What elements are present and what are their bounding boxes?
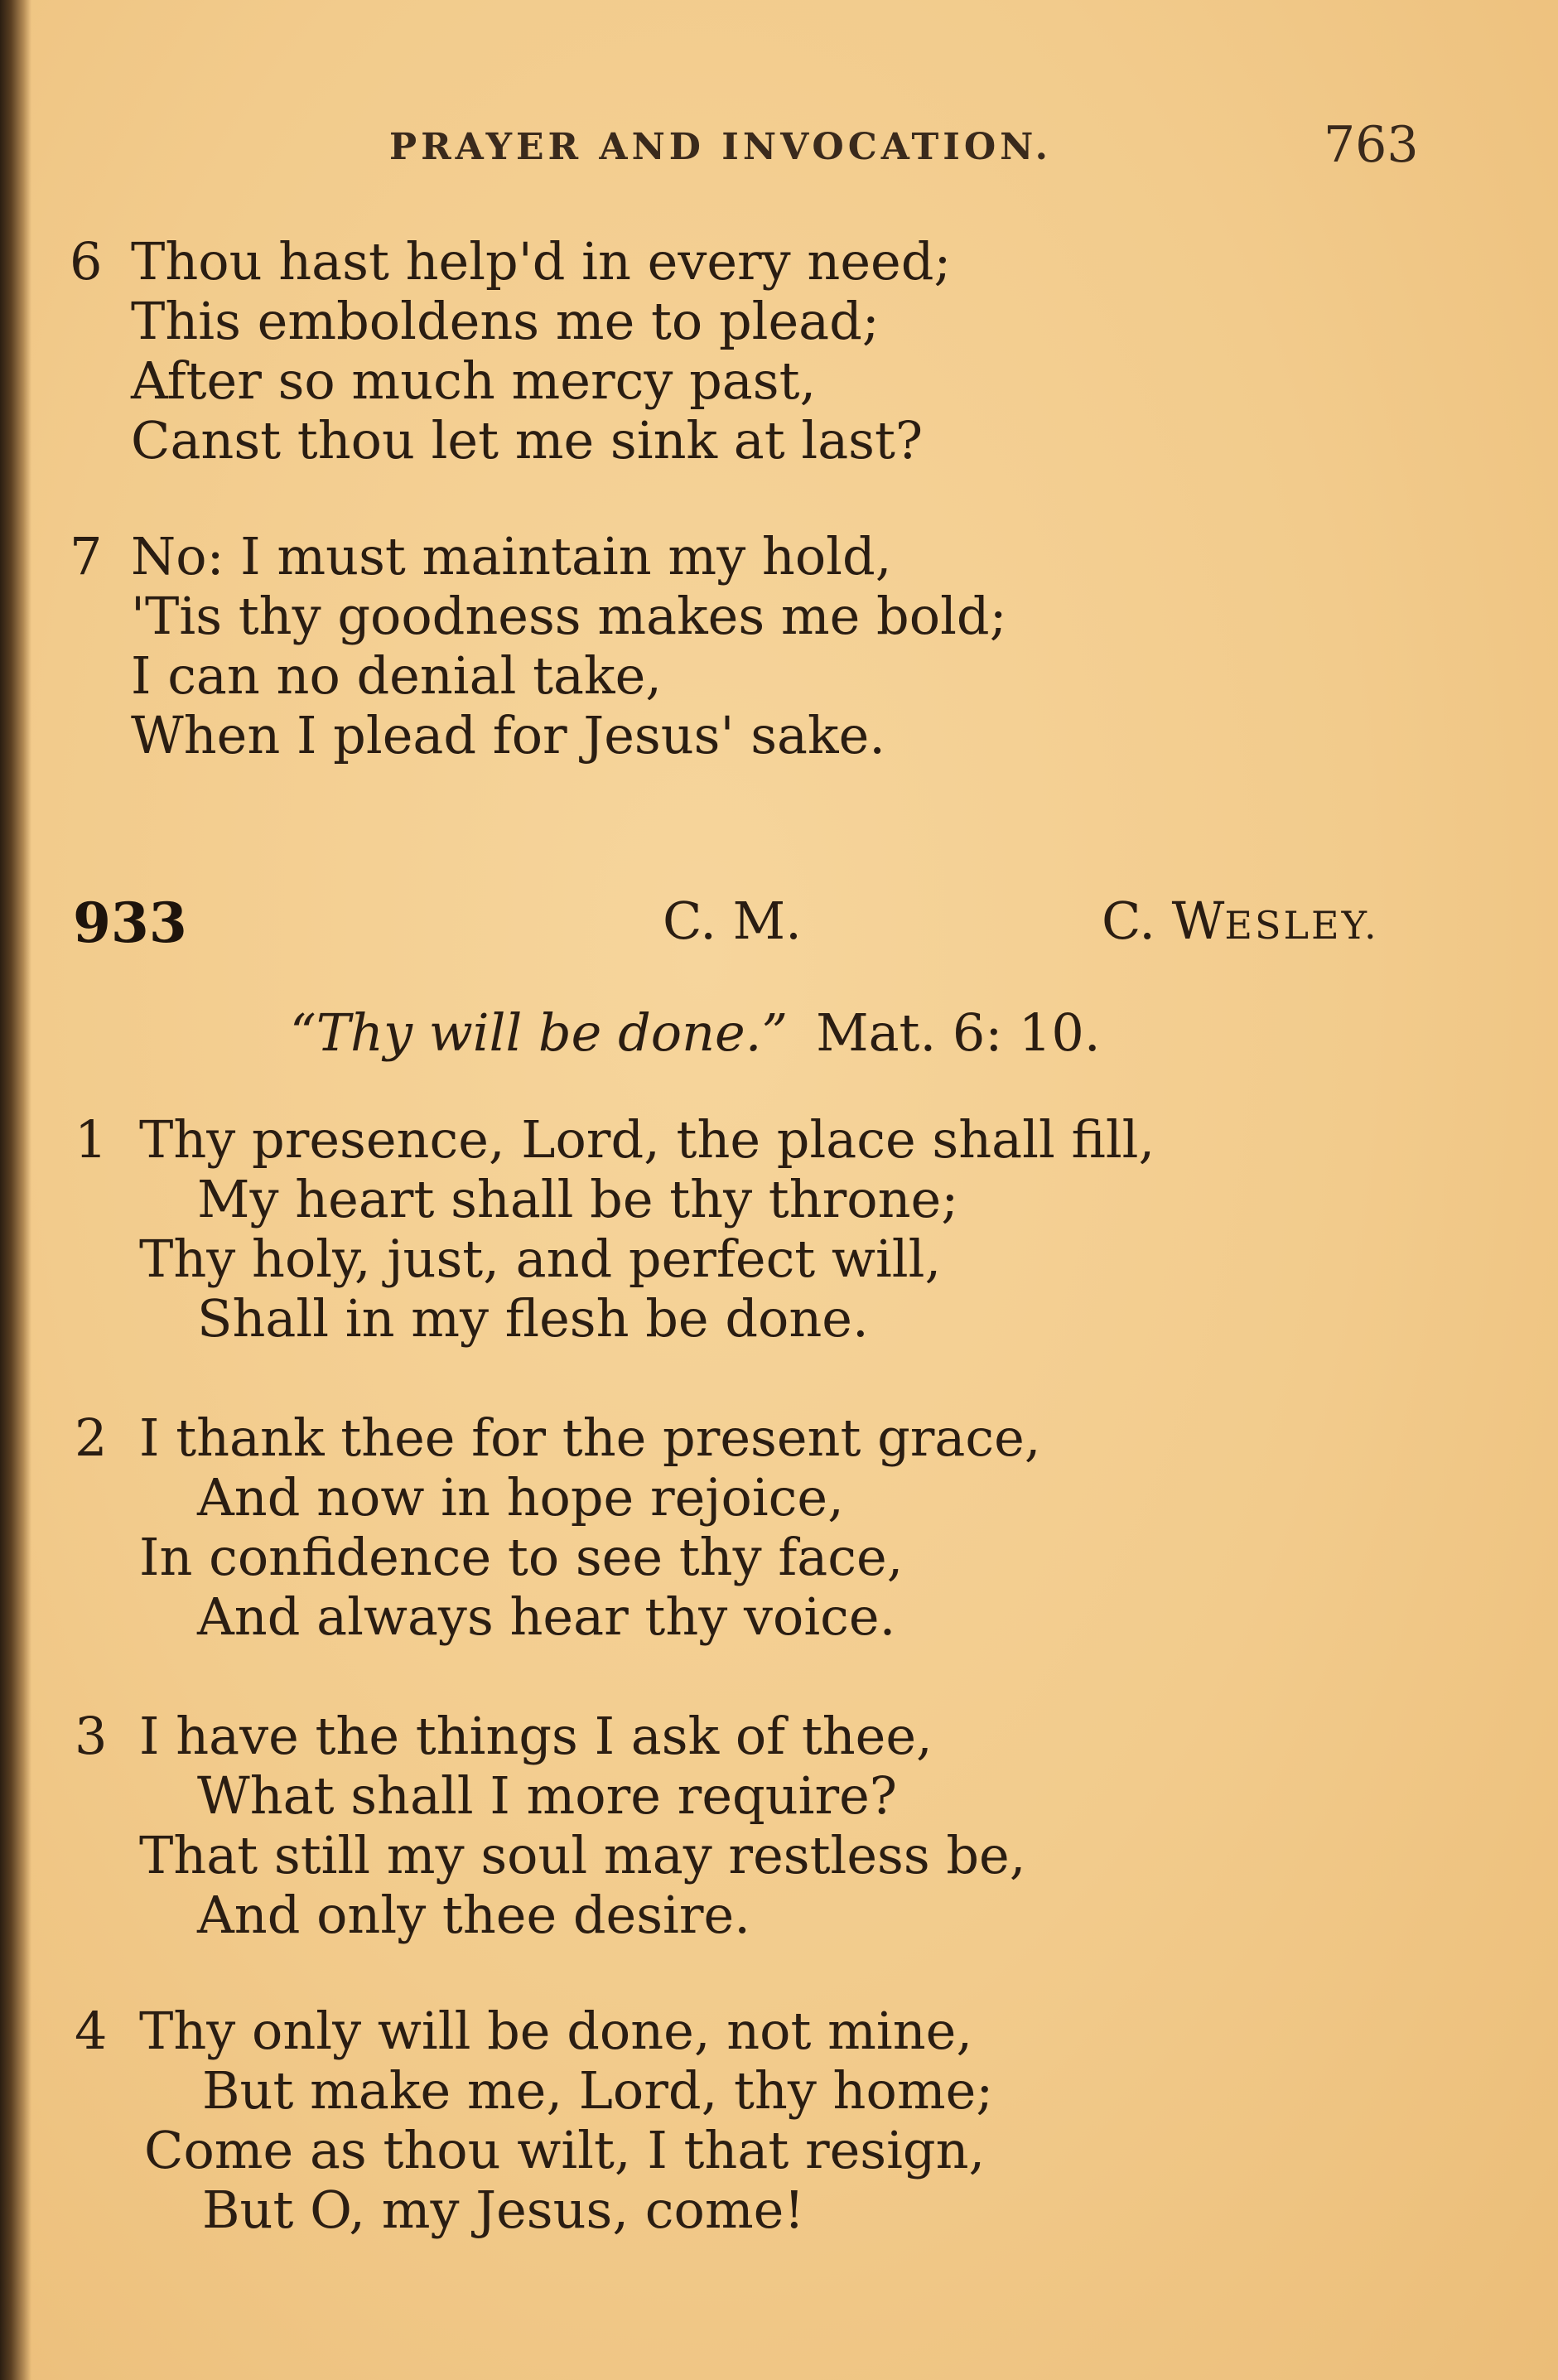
hymn-number: 933: [73, 891, 187, 955]
author-initial: C. W: [1102, 891, 1225, 951]
verse-line: Thou hast help'd in every need;: [131, 231, 952, 292]
verse-line: And only thee desire.: [197, 1885, 750, 1945]
verse-line: I can no denial take,: [131, 645, 662, 706]
verse-line: This emboldens me to plead;: [131, 291, 880, 351]
verse-line: Thy presence, Lord, the place shall fill,: [139, 1109, 1155, 1170]
hymn-header: [0, 891, 1558, 965]
verse-line: In confidence to see thy face,: [139, 1527, 904, 1587]
verse-number: 7: [70, 526, 103, 587]
book-spine-shadow: [0, 0, 31, 2380]
epigraph-reference: Mat. 6: 10.: [816, 1002, 1101, 1063]
verse-number: 4: [75, 2001, 108, 2061]
verse-number: 1: [75, 1109, 108, 1170]
hymn-epigraph: [290, 1002, 1101, 1063]
verse-line: Thy holy, just, and perfect will,: [139, 1229, 942, 1289]
running-title: PRAYER AND INVOCATION.: [389, 126, 1052, 168]
verse-number: 2: [75, 1407, 108, 1468]
verse-line: I have the things I ask of thee,: [139, 1706, 933, 1766]
verse-line: But make me, Lord, thy home;: [202, 2060, 994, 2121]
verse-number: 6: [70, 231, 103, 292]
verse-line: That still my soul may restless be,: [139, 1825, 1026, 1885]
epigraph-quote: “Thy will be done.”: [290, 1002, 789, 1063]
hymn-meter: C. M.: [663, 891, 802, 951]
verse-line: Come as thou wilt, I that resign,: [144, 2120, 986, 2180]
verse-line: 'Tis thy goodness makes me bold;: [131, 586, 1007, 646]
verse-line: My heart shall be thy throne;: [197, 1169, 959, 1229]
verse-line: When I plead for Jesus' sake.: [131, 705, 885, 765]
verse-line: But O, my Jesus, come!: [202, 2180, 805, 2240]
page-number: 763: [1324, 116, 1419, 174]
verse-line: I thank thee for the present grace,: [139, 1407, 1041, 1468]
verse-line: Thy only will be done, not mine,: [139, 2001, 973, 2061]
verse-line: No: I must maintain my hold,: [131, 526, 892, 587]
running-head: [0, 116, 1558, 174]
verse-line: Canst thou let me sink at last?: [131, 410, 924, 471]
hymn-author: [1102, 891, 1379, 951]
verse-line: What shall I more require?: [197, 1765, 898, 1826]
verse-number: 3: [75, 1706, 108, 1766]
verse-line: And always hear thy voice.: [197, 1586, 896, 1647]
verse-line: Shall in my flesh be done.: [197, 1288, 869, 1349]
verse-line: After so much mercy past,: [131, 350, 817, 411]
verse-line: And now in hope rejoice,: [197, 1467, 844, 1528]
author-surname-smallcaps: ESLEY.: [1224, 903, 1379, 948]
